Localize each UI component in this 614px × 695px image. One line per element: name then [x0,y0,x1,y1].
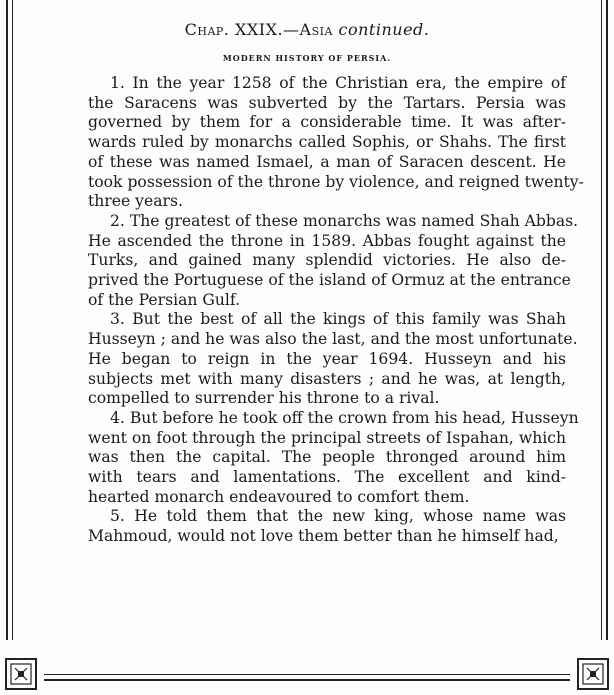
text-line: went on foot through the principal streets of Ispahan, which [88,428,566,447]
text-line: the Saracens was subverted by the Tartars. Persia was [88,93,566,112]
text-line: 5. He told them that the new king, whose name was [110,507,566,526]
text-line: was then the capital. The people thronged around him [88,448,566,467]
text-line: of these was named Ismael, a man of Saracen descent. He [88,152,566,171]
text-line: Husseyn ; and he was also the last, and the most unfortunate. [88,330,578,349]
text-line: three years. [88,192,183,211]
border-left-inner-rule [12,0,13,640]
paragraph-2 [66,211,579,311]
paragraph-1 [66,74,584,212]
border-bottom-outer-rule [44,679,570,681]
text-line: wards ruled by monarchs called Sophis, or Shahs. The first [88,133,566,152]
section-subheading: MODERN HISTORY OF PERSIA. [222,53,392,63]
text-line: with tears and lamentations. The excellent and kind- [88,468,566,487]
text-line: governed by them for a considerable time. It was after- [88,113,566,132]
text-line: He ascended the throne in 1589. Abbas fought against the [88,231,566,250]
text-line: subjects met with many disasters ; and he was, at length, [88,369,566,388]
border-right-inner-rule [601,0,602,640]
text-line: compelled to surrender his throne to a rival. [88,389,440,408]
chapter-heading [0,20,614,39]
paragraph-4 [66,408,579,508]
text-line: 3. But the best of all the kings of this family was Shah [110,310,566,329]
border-left-outer-rule [6,0,8,640]
paragraph-5 [66,507,566,546]
corner-ornament-right-icon [576,657,610,691]
text-line: hearted monarch endeavoured to comfort them. [88,487,470,506]
chapter-title: Chap. XXIX.—Asia [184,20,333,39]
chapter-continued: continued. [338,20,430,39]
body-text [66,74,584,547]
text-line: prived the Portuguese of the island of Ormuz at the entrance [88,271,571,290]
text-line: Turks, and gained many splendid victories. He also de- [88,251,566,270]
border-bottom-inner-rule [44,674,570,675]
corner-ornament-left-icon [4,657,38,691]
text-line: He began to reign in the year 1694. Husseyn and his [88,349,566,368]
text-line: 1. In the year 1258 of the Christian era, the empire of [110,74,566,92]
text-line: of the Persian Gulf. [88,290,241,309]
paragraph-3 [66,310,578,409]
text-line: Mahmoud, would not love them better than he himself had, [88,527,559,546]
border-right-outer-rule [606,0,608,640]
text-line: 2. The greatest of these monarchs was named Shah Abbas. [110,211,579,230]
text-line: took possession of the throne by violence, and reigned twenty- [88,172,584,191]
text-line: 4. But before he took off the crown from his head, Husseyn [110,408,579,427]
